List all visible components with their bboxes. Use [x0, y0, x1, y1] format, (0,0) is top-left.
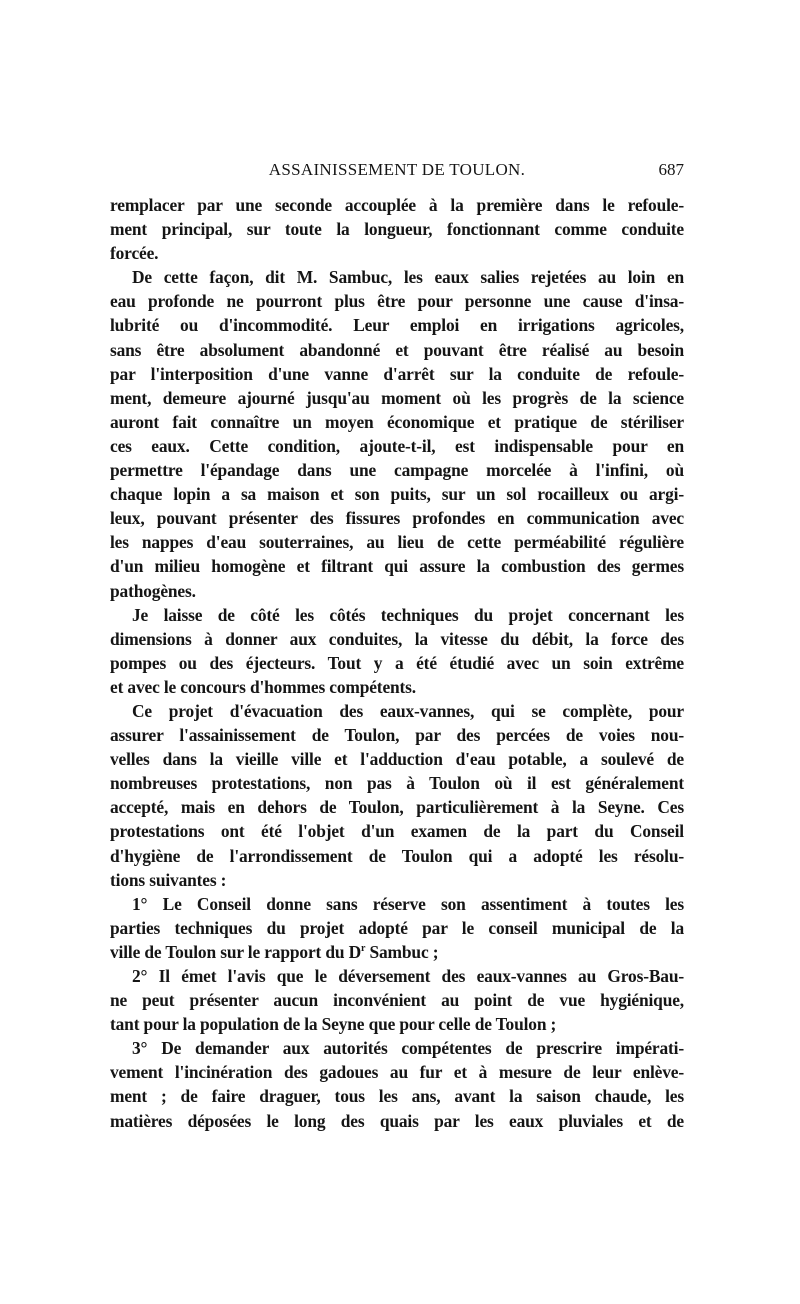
text-line: accepté, mais en dehors de Toulon, particulièrement à la Seyne. Ces — [110, 797, 684, 818]
running-head — [110, 160, 684, 186]
text-line: assurer l'assainissement de Toulon, par des percées de voies nou- — [110, 725, 684, 746]
running-title: ASSAINISSEMENT DE TOULON. — [268, 160, 526, 179]
text-line: Ce projet d'évacuation des eaux-vannes, qui se complète, pour — [132, 700, 684, 721]
text-line: De cette façon, dit M. Sambuc, les eaux salies rejetées au loin en — [132, 267, 684, 288]
text-line: remplacer par une seconde accouplée à la première dans le refoule- — [110, 195, 684, 215]
text-line: les nappes d'eau souterraines, au lieu de cette perméabilité régulière — [110, 532, 684, 553]
text-line: auront fait connaître un moyen économique et pratique de stériliser — [110, 411, 684, 432]
text-line: pathogènes. — [110, 580, 196, 601]
text-line: forcée. — [110, 243, 159, 264]
text-line: tant pour la population de la Seyne que pour celle de Toulon ; — [110, 1014, 557, 1035]
text-line: sans être absolument abandonné et pouvant être réalisé au besoin — [110, 339, 684, 360]
text-line: ment principal, sur toute la longueur, fonctionnant comme conduite — [110, 219, 684, 240]
text-line-part: ville de Toulon sur le rapport du D — [110, 941, 361, 962]
text-line: protestations ont été l'objet d'un examen de la part du Conseil — [110, 821, 684, 842]
text-line-part: Sambuc ; — [365, 941, 439, 962]
text-line: matières déposées le long des quais par les eaux pluviales et de — [110, 1110, 684, 1131]
text-line: ne peut présenter aucun inconvénient au point de vue hygiénique, — [110, 990, 684, 1011]
page-number: 687 — [658, 160, 684, 179]
text-line: et avec le concours d'hommes compétents. — [110, 676, 416, 697]
text-line — [110, 940, 684, 964]
text-line: parties techniques du projet adopté par le conseil municipal de la — [110, 917, 684, 938]
text-line: d'un milieu homogène et filtrant qui assure la combustion des germes — [110, 556, 684, 577]
text-line: tions suivantes : — [110, 869, 227, 890]
text-line: permettre l'épandage dans une campagne morcelée à l'infini, où — [110, 460, 684, 481]
text-line: pompes ou des éjecteurs. Tout y a été étudié avec un soin extrême — [110, 652, 684, 673]
text-line: ment ; de faire draguer, tous les ans, avant la saison chaude, les — [110, 1086, 684, 1107]
text-line: ment, demeure ajourné jusqu'au moment où les progrès de la science — [110, 387, 684, 408]
text-line: Je laisse de côté les côtés techniques du projet concernant les — [132, 604, 684, 625]
body-text — [110, 193, 684, 1133]
text-line: lubrité ou d'incommodité. Leur emploi en irrigations agricoles, — [110, 315, 684, 336]
text-line: 1° Le Conseil donne sans réserve son assentiment à toutes les — [132, 893, 684, 914]
text-line: dimensions à donner aux conduites, la vitesse du débit, la force des — [110, 628, 684, 649]
text-line: 2° Il émet l'avis que le déversement des eaux-vannes au Gros-Bau- — [132, 966, 684, 986]
text-line: par l'interposition d'une vanne d'arrêt sur la conduite de refoule- — [110, 363, 684, 384]
text-line: chaque lopin a sa maison et son puits, sur un sol rocailleux ou argi- — [110, 484, 684, 505]
text-line: 3° De demander aux autorités compétentes de prescrire impérati- — [132, 1038, 684, 1059]
text-line: eau profonde ne pourront plus être pour personne une cause d'insa- — [110, 291, 684, 312]
doctor-superscript: r — [361, 943, 366, 955]
text-line: leux, pouvant présenter des fissures profondes en communication avec — [110, 508, 684, 529]
text-line: ces eaux. Cette condition, ajoute-t-il, est indispensable pour en — [110, 435, 684, 456]
text-line: nombreuses protestations, non pas à Toulon où il est généralement — [110, 773, 684, 794]
text-line: vement l'incinération des gadoues au fur et à mesure de leur enlève- — [110, 1062, 684, 1083]
text-line: d'hygiène de l'arrondissement de Toulon qui a adopté les résolu- — [110, 845, 684, 866]
text-line: velles dans la vieille ville et l'adduction d'eau potable, a soulevé de — [110, 749, 684, 770]
